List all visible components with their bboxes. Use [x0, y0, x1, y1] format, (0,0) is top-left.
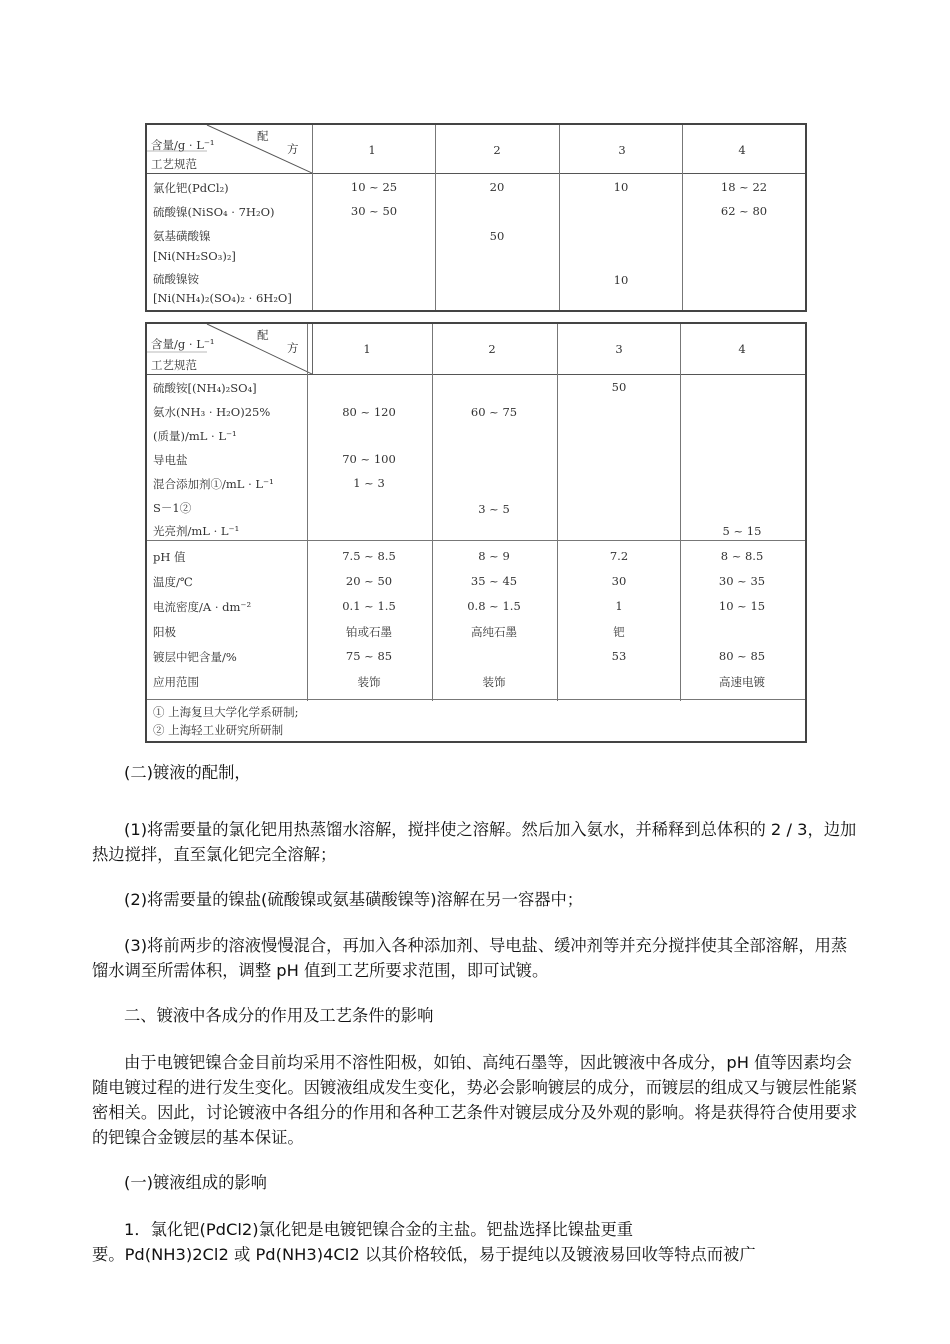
- row-label: 硫酸镍(NiSO₄ · 7H₂O): [153, 205, 275, 219]
- cell-value: 50: [611, 380, 627, 394]
- cell-value: 1: [615, 599, 623, 613]
- row-label: [Ni(NH₄)₂(SO₄)₂ · 6H₂O]: [153, 291, 292, 305]
- cell-value: 20: [489, 180, 505, 194]
- table-header: [147, 324, 805, 375]
- cell-value: 1 ~ 3: [353, 476, 385, 490]
- cell-value: 10: [613, 273, 629, 287]
- corner-cell: [147, 125, 313, 173]
- cell-value: 30: [611, 574, 627, 588]
- cell-value: 50: [489, 229, 505, 243]
- column-header-3: 3: [615, 342, 623, 356]
- section-heading-prep: (二)镀液的配制，: [124, 763, 251, 782]
- cell-value: 80 ~ 85: [718, 649, 766, 663]
- row-label: S－1②: [153, 501, 192, 515]
- column-header-2: 2: [488, 342, 496, 356]
- cell-value: 高纯石墨: [471, 625, 517, 639]
- cell-value: 18 ~ 22: [720, 180, 768, 194]
- footnote-1: ① 上海复旦大学化学系研制;: [153, 705, 299, 719]
- cell-value: 10 ~ 15: [718, 599, 766, 613]
- corner-amount: 含量/g · L⁻¹: [151, 138, 215, 152]
- cell-value: 35 ~ 45: [470, 574, 518, 588]
- section-divider: [147, 540, 805, 541]
- row-label: pH 值: [153, 550, 186, 564]
- column-header-4: 4: [738, 143, 746, 157]
- column-divider: [307, 324, 308, 701]
- cell-value: 60 ~ 75: [470, 405, 518, 419]
- paragraph-step-3: (3)将前两步的溶液慢慢混合，再加入各种添加剂、导电盐、缓冲剂等并充分搅拌使其全部溶解，用蒸馏水调至所需体积，调整 pH 值到工艺所要求范围，即可试镀。: [92, 936, 848, 980]
- paragraph-pdcl2-line1: 1．氯化钯(PdCl2)氯化钯是电镀钯镍合金的主盐。钯盐选择比镍盐更重: [124, 1220, 634, 1239]
- cell-value: 70 ~ 100: [342, 452, 396, 466]
- notes-divider: [147, 699, 805, 700]
- cell-value: 30 ~ 35: [718, 574, 766, 588]
- cell-value: 7.2: [609, 549, 629, 563]
- corner-process: 工艺规范: [151, 358, 197, 372]
- row-label: (质量)/mL · L⁻¹: [153, 429, 237, 443]
- cell-value: 10 ~ 25: [350, 180, 398, 194]
- column-header-1: 1: [363, 342, 371, 356]
- formula-table-1: [145, 123, 807, 312]
- row-label: 硫酸铵[(NH₄)₂SO₄]: [153, 381, 257, 395]
- row-label: 氨水(NH₃ · H₂O)25%: [153, 405, 271, 419]
- column-header-4: 4: [738, 342, 746, 356]
- column-header-2: 2: [493, 143, 501, 157]
- footnote-2: ② 上海轻工业研究所研制: [153, 723, 284, 737]
- cell-value: 75 ~ 85: [345, 649, 393, 663]
- row-label: 氯化钯(PdCl₂): [153, 181, 229, 195]
- row-label: 镀层中钯含量/%: [153, 650, 237, 664]
- corner-amount: 含量/g · L⁻¹: [151, 337, 215, 351]
- corner-formula-b: 方: [287, 142, 299, 156]
- row-label: 混合添加剂①/mL · L⁻¹: [153, 477, 274, 491]
- cell-value: 7.5 ~ 8.5: [342, 549, 396, 563]
- paragraph-step-1: (1)将需要量的氯化钯用热蒸馏水溶解，搅拌使之溶解。然后加入氨水，并稀释到总体积的 2 / 3，边加热边搅拌，直至氯化钯完全溶解；: [92, 820, 857, 864]
- column-header-3: 3: [618, 143, 626, 157]
- row-label: 温度/℃: [153, 575, 193, 589]
- formula-table-2: [145, 322, 807, 743]
- section-heading-2: 二、镀液中各成分的作用及工艺条件的影响: [124, 1006, 434, 1025]
- cell-value: 0.8 ~ 1.5: [467, 599, 521, 613]
- cell-value: 高速电镀: [719, 675, 765, 689]
- row-label: 阳极: [153, 625, 176, 639]
- row-label: 应用范围: [153, 675, 199, 689]
- cell-value: 10: [613, 180, 629, 194]
- row-label: 氨基磺酸镍: [153, 229, 211, 243]
- cell-value: 钯: [613, 625, 625, 639]
- cell-value: 80 ~ 120: [342, 405, 396, 419]
- cell-value: 3 ~ 5: [478, 502, 510, 516]
- cell-value: 30 ~ 50: [350, 204, 398, 218]
- cell-value: 铂或石墨: [346, 625, 392, 639]
- cell-value: 5 ~ 15: [722, 524, 762, 538]
- table-header: [147, 125, 805, 174]
- row-label: 硫酸镍铵: [153, 272, 199, 286]
- cell-value: 8 ~ 9: [478, 549, 510, 563]
- row-label: 光亮剂/mL · L⁻¹: [153, 524, 240, 538]
- cell-value: 62 ~ 80: [720, 204, 768, 218]
- column-header-1: 1: [368, 143, 376, 157]
- corner-cell: [147, 324, 313, 374]
- paragraph-step-2: (2)将需要量的镍盐(硫酸镍或氨基磺酸镍等)溶解在另一容器中；: [124, 890, 584, 909]
- row-label: 导电盐: [153, 453, 188, 467]
- cell-value: 0.1 ~ 1.5: [342, 599, 396, 613]
- row-label: 电流密度/A · dm⁻²: [153, 600, 252, 614]
- corner-formula-a: 配: [257, 328, 269, 342]
- corner-formula-b: 方: [287, 341, 299, 355]
- paragraph-pdcl2-line2: 要。Pd(NH3)2Cl2 或 Pd(NH3)4Cl2 以其价格较低，易于提纯以及镀液易回收等特点而被广: [92, 1245, 756, 1264]
- cell-value: 装饰: [357, 675, 381, 689]
- cell-value: 20 ~ 50: [345, 574, 393, 588]
- cell-value: 8 ~ 8.5: [720, 549, 764, 563]
- corner-formula-a: 配: [257, 129, 269, 143]
- cell-value: 53: [611, 649, 627, 663]
- corner-process: 工艺规范: [151, 157, 197, 171]
- row-label: [Ni(NH₂SO₃)₂]: [153, 249, 236, 263]
- cell-value: 装饰: [482, 675, 506, 689]
- section-heading-composition: (一)镀液组成的影响: [124, 1173, 267, 1192]
- paragraph-intro: 由于电镀钯镍合金目前均采用不溶性阳极，如铂、高纯石墨等，因此镀液中各成分，pH 值等因素均会随电镀过程的进行发生变化。因镀液组成发生变化，势必会影响镀层的成分，而镀层的组成又与镀层性能紧密相关。因此，讨论镀液中各组分的作用和各种工艺条件对镀层成分及外观的影响。将是获得符合使用要求的钯镍合金镀层的基本保证。: [92, 1053, 858, 1147]
